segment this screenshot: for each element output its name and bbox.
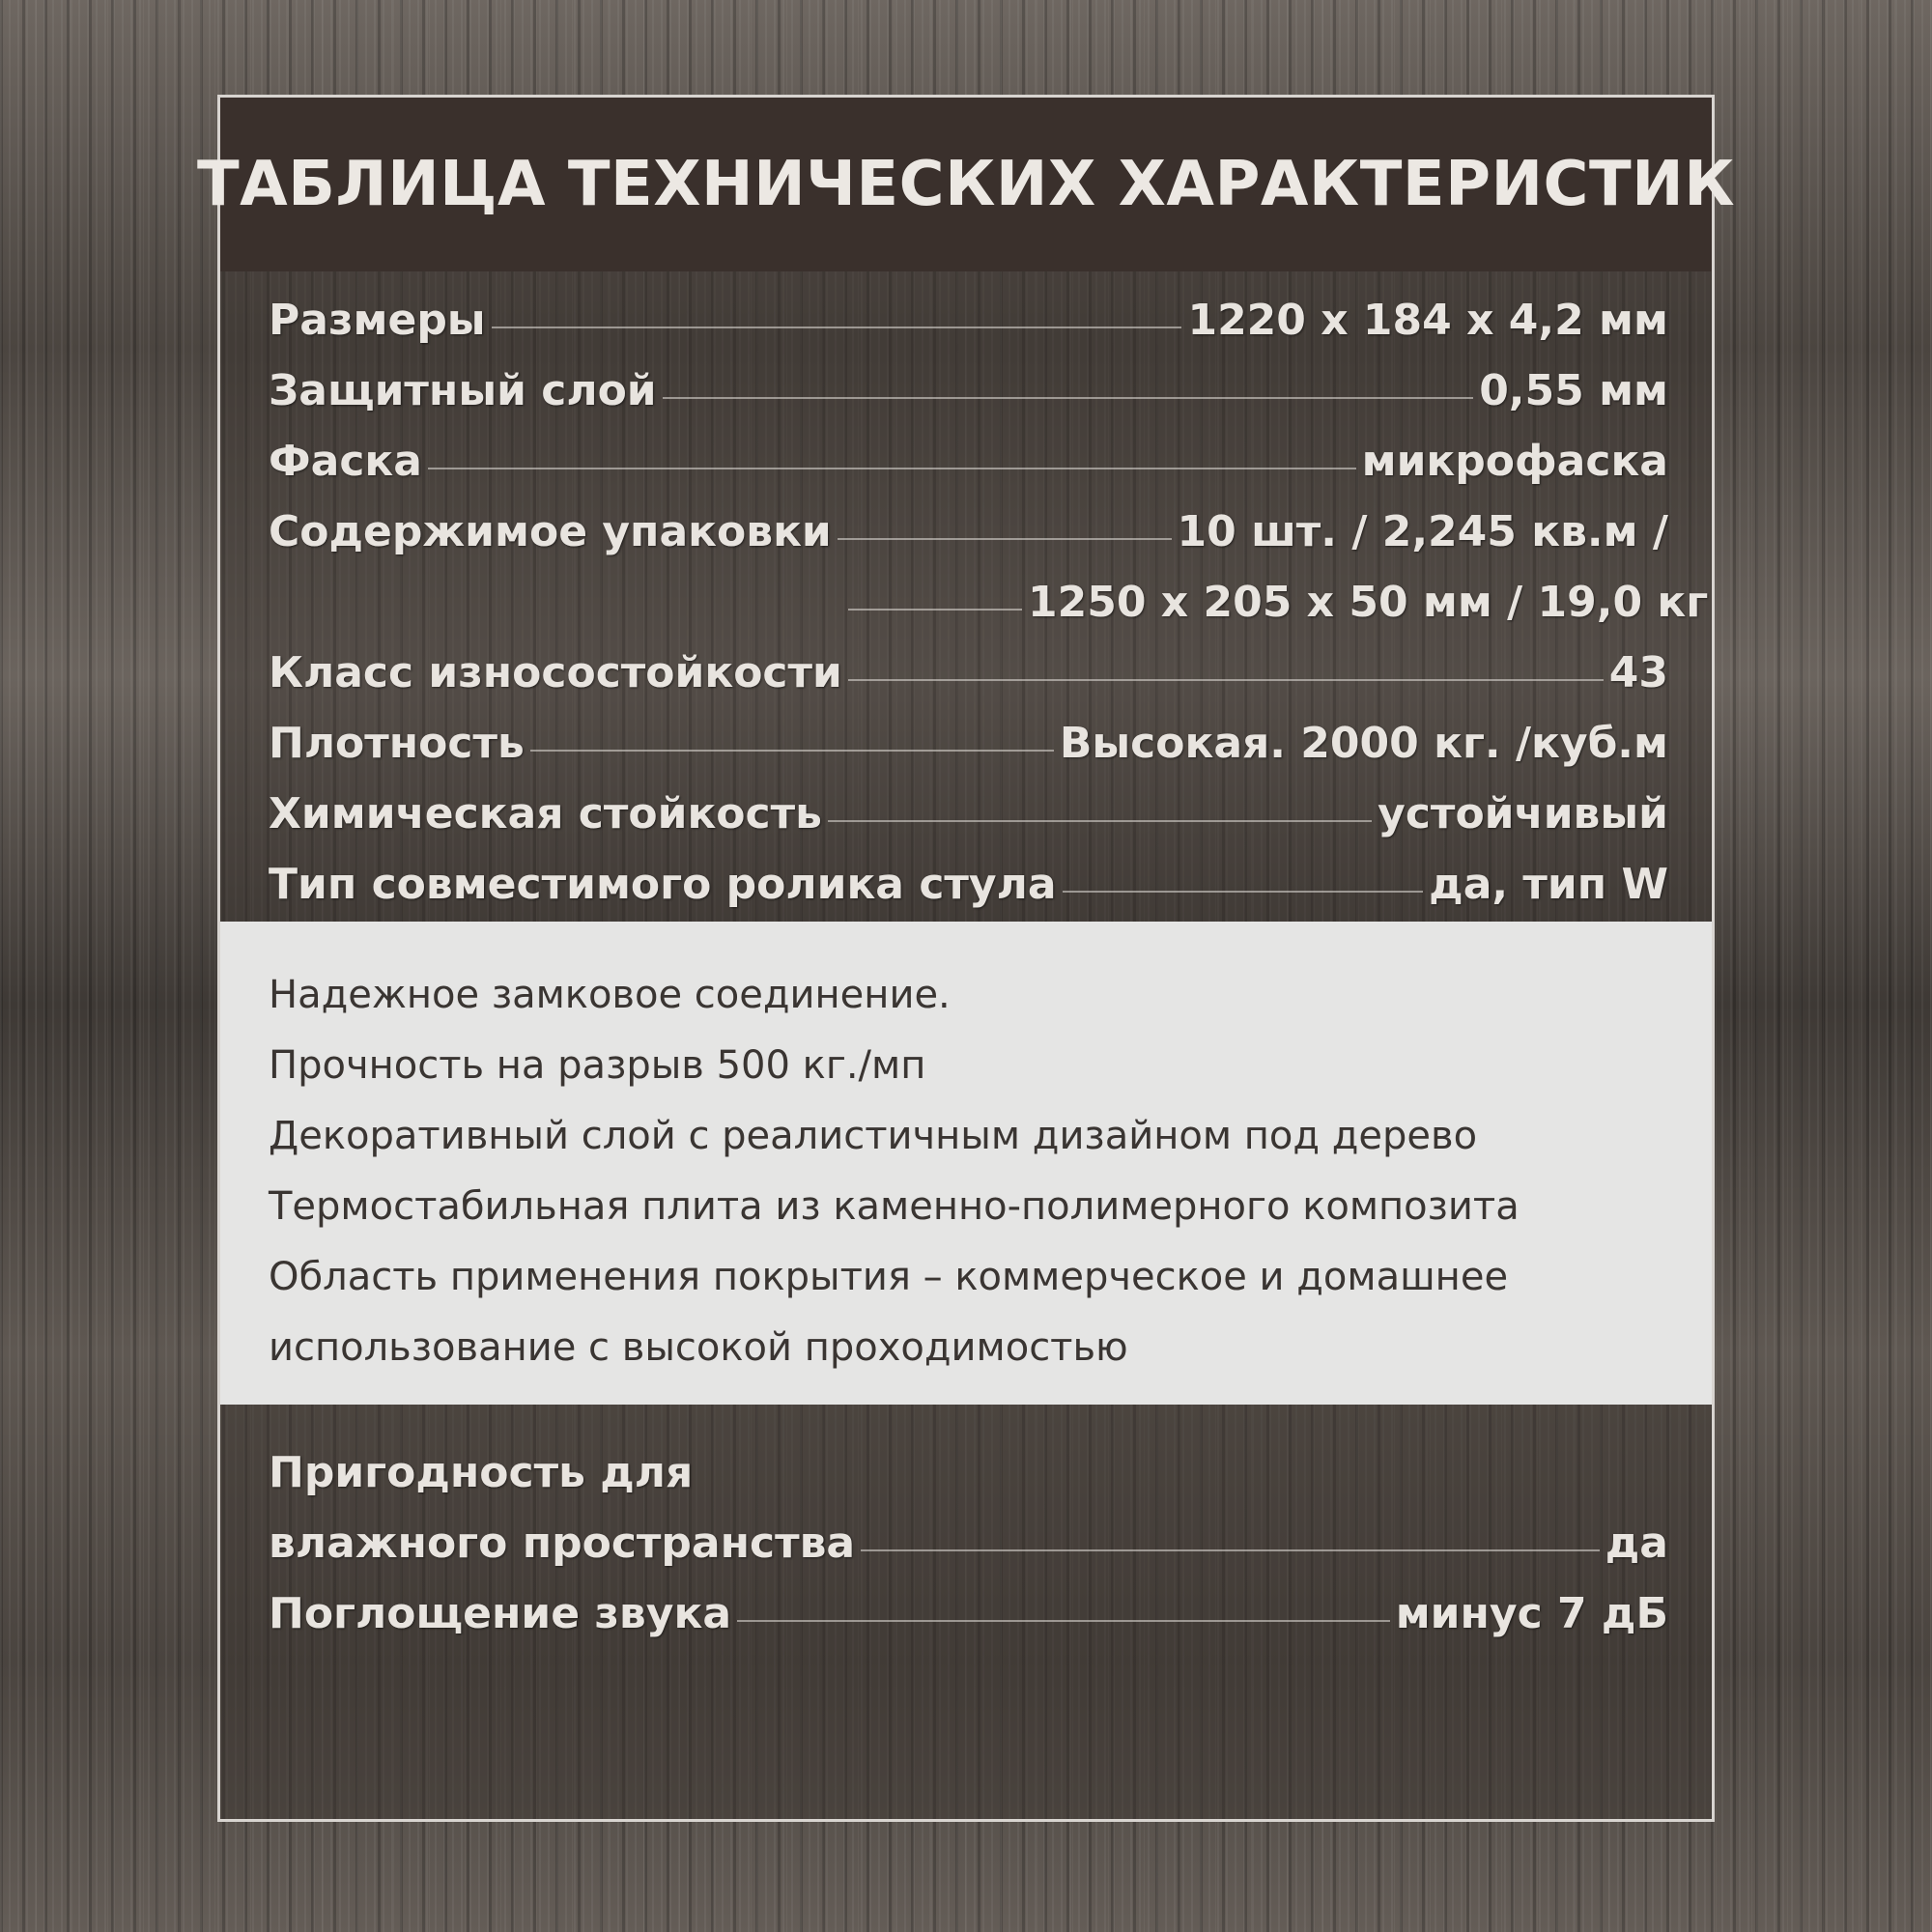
leader-line (861, 1549, 1600, 1551)
feature-item: Декоративный слой с реалистичным дизайном под дерево (269, 1114, 1478, 1158)
page-title: ТАБЛИЦА ТЕХНИЧЕСКИХ ХАРАКТЕРИСТИК (196, 149, 1736, 220)
feature-item: Надежное замковое соединение. (269, 973, 951, 1017)
spec-value: 1220 x 184 x 4,2 мм (1187, 296, 1668, 345)
spec-row-package-contents-continued (269, 578, 1709, 648)
spec-value: да (1605, 1519, 1668, 1568)
spec-value: минус 7 дБ (1395, 1589, 1668, 1638)
spec-value: да, тип W (1429, 860, 1668, 909)
feature-item: использование с высокой проходимостью (269, 1325, 1128, 1370)
spec-row-package-contents (269, 507, 1668, 578)
title-bar (196, 98, 1736, 271)
spec-row-moisture (269, 1519, 1668, 1589)
spec-label: Класс износостойкости (269, 648, 842, 697)
leader-line (530, 750, 1054, 752)
spec-row-chemical-resistance (269, 789, 1668, 860)
leader-line (848, 679, 1604, 681)
leader-line (663, 397, 1474, 399)
spec-label: Химическая стойкость (269, 789, 822, 838)
leader-line (1063, 891, 1424, 893)
spec-label: Фаска (269, 437, 422, 486)
features-box (220, 922, 1712, 1405)
leader-line (848, 609, 1022, 611)
spec-row-wear-class (269, 648, 1668, 719)
spec-row-protective-layer (269, 366, 1668, 437)
feature-item: Прочность на разрыв 500 кг./мп (269, 1043, 926, 1088)
leader-line (428, 468, 1356, 469)
spec-label: Содержимое упаковки (269, 507, 832, 556)
leader-line (838, 538, 1172, 540)
spec-value: 0,55 мм (1479, 366, 1668, 415)
spec-value: 10 шт. / 2,245 кв.м / (1177, 507, 1668, 556)
spec-value: Высокая. 2000 кг. /куб.м (1059, 719, 1668, 768)
extra-spec-list (269, 1448, 1668, 1660)
spec-value-continuation: 1250 x 205 x 50 мм / 19,0 кг (1028, 578, 1709, 627)
spec-value: 43 (1608, 648, 1668, 697)
spec-label: Защитный слой (269, 366, 657, 415)
spec-row-chair-castor (269, 860, 1668, 930)
spec-label: Тип совместимого ролика стула (269, 860, 1057, 909)
spec-row-sound-absorption (269, 1589, 1668, 1660)
leader-line (737, 1620, 1390, 1622)
spec-list (269, 296, 1709, 1001)
spec-label: Размеры (269, 296, 486, 345)
spec-label: Поглощение звука (269, 1589, 732, 1638)
spec-label: Плотность (269, 719, 525, 768)
spec-panel (196, 95, 1736, 1822)
spec-value: устойчивый (1378, 789, 1668, 838)
spec-row-moisture-label (269, 1448, 1668, 1519)
spec-row-density (269, 719, 1668, 789)
spec-value: микрофаска (1361, 437, 1668, 486)
leader-line (828, 820, 1372, 822)
spec-label: Пригодность для (269, 1448, 694, 1497)
feature-item: Термостабильная плита из каменно-полимерного композита (269, 1184, 1520, 1229)
spec-label: влажного пространства (269, 1519, 856, 1568)
spec-row-dimensions (269, 296, 1668, 366)
feature-item: Область применения покрытия – коммерческое и домашнее (269, 1255, 1509, 1299)
leader-line (492, 327, 1182, 328)
spec-row-bevel (269, 437, 1668, 507)
